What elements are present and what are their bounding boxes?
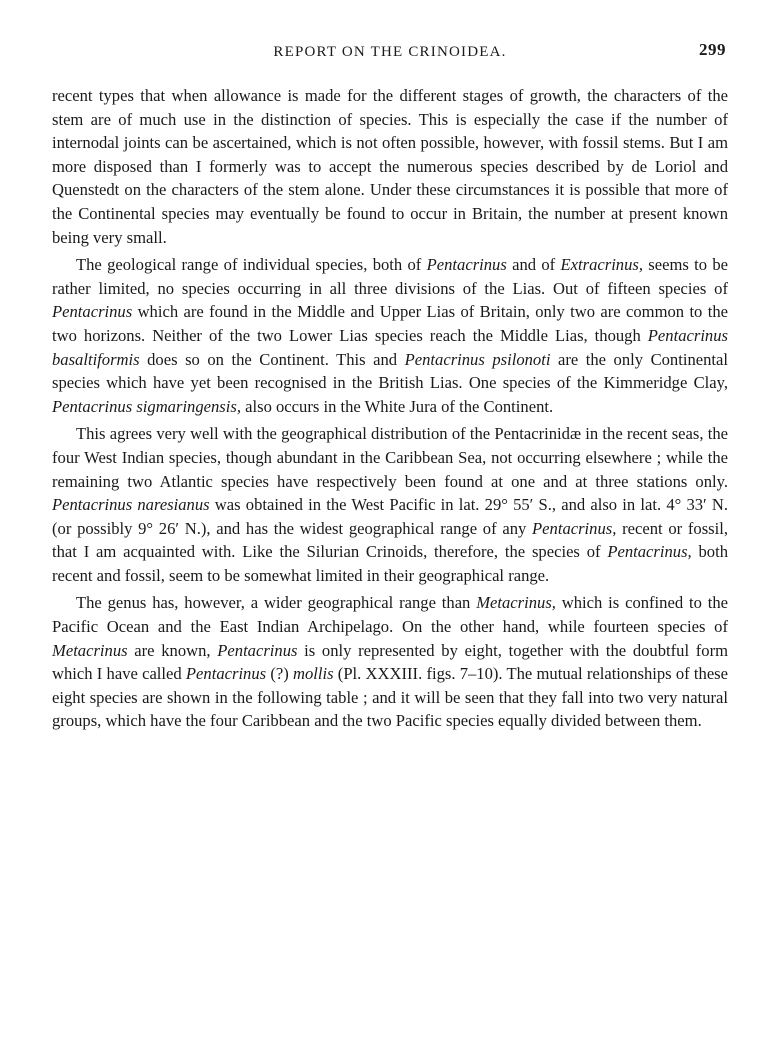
italic-term: mollis [293,664,334,684]
paragraph [52,591,728,733]
text-run: was obtained in the West Pacific in lat. 29° 55′ S., and also in lat. 4° 33′ N. (or possibly 9° 26′ N.), and has the widest geographical range of any [52,495,728,538]
italic-term: Pentacrinus, [532,518,617,538]
paragraph [52,84,728,249]
text-run: which are found in the Middle and Upper Lias of Britain, only two are common to the two horizons. Neither of the two Lower Lias species reach the Middle Lias, though [52,302,728,345]
text-run: also occurs in the White Jura of the Continent. [240,396,554,416]
italic-term: Pentacrinus [217,640,298,660]
text-run: are the only Continental species which have yet been recognised in the British Lias. One species of the Kimmeridge Clay, [52,349,728,393]
italic-term: Pentacrinus [52,302,133,322]
text-run: (Pl. XXXIII. figs. 7–10). The mutual relationships of these eight species are shown in the following table ; and it will be seen that they fall into two very natural groups, which have the four Caribbean and the two Pacific species equally divided between them. [52,664,729,731]
paragraph [52,422,728,587]
text-run: are known, [127,640,218,660]
text-run: recent or fossil, that I am acquainted with. Like the Silurian Crinoids, therefore, the species of [52,518,729,562]
text-run: This agrees very well with the geographical distribution of the Pentacrinidæ in the recent seas, the four West Indian species, though abundant in the Caribbean Sea, not occurring elsewhere ; while the remaining two Atlantic species have respectively been found at one and at three stations only. [52,424,728,491]
running-header [52,40,728,68]
italic-term: Extracrinus, [560,255,643,275]
text-run: which is confined to the Pacific Ocean and the East Indian Archipelago. On the other hand, while fourteen species of [52,593,728,637]
text-run: seems to be rather limited, no species occurring in all three divisions of the Lias. Out of fifteen species of [52,255,729,298]
italic-term: Pentacrinus sigmaringensis, [52,396,241,416]
italic-term: Pentacrinus psilonoti [404,349,551,369]
page-number: 299 [699,40,726,59]
text-run: and of [506,255,561,275]
italic-term: Pentacrinus, [607,542,692,562]
italic-term: Pentacrinus basaltiformis [52,325,728,369]
text-run: The genus has, however, a wider geographical range than [76,593,477,613]
text-run: recent types that when allowance is made for the different stages of growth, the characters of the stem are of much use in the distinction of species. This is especially the case if the number of internodal joints can be ascertained, which is not often possible, however, with fossil stems. But I am more disposed than I formerly was to accept the numerous species described by de Loriol and Quenstedt on the characters of the stem alone. Under these circumstances it is possible that more of the Continental species may eventually be found to occur in Britain, the number at present known being very small. [52,86,728,247]
page [52,40,728,733]
running-title: REPORT ON THE CRINOIDEA. [273,44,507,60]
paragraph [52,253,728,418]
body-text [52,84,728,733]
text-run: is only represented by eight, together with the doubtful form which I have called [52,640,728,684]
text-run: The geological range of individual species, both of [76,255,427,275]
text-run: does so on the Continent. This and [139,349,405,369]
italic-term: Pentacrinus naresianus [52,495,210,515]
italic-term: Metacrinus [52,640,128,660]
text-run: both recent and fossil, seem to be somewhat limited in their geographical range. [52,542,729,585]
italic-term: Metacrinus, [476,593,556,613]
text-run: (?) [266,664,293,684]
italic-term: Pentacrinus [185,664,267,684]
italic-term: Pentacrinus [426,255,507,275]
